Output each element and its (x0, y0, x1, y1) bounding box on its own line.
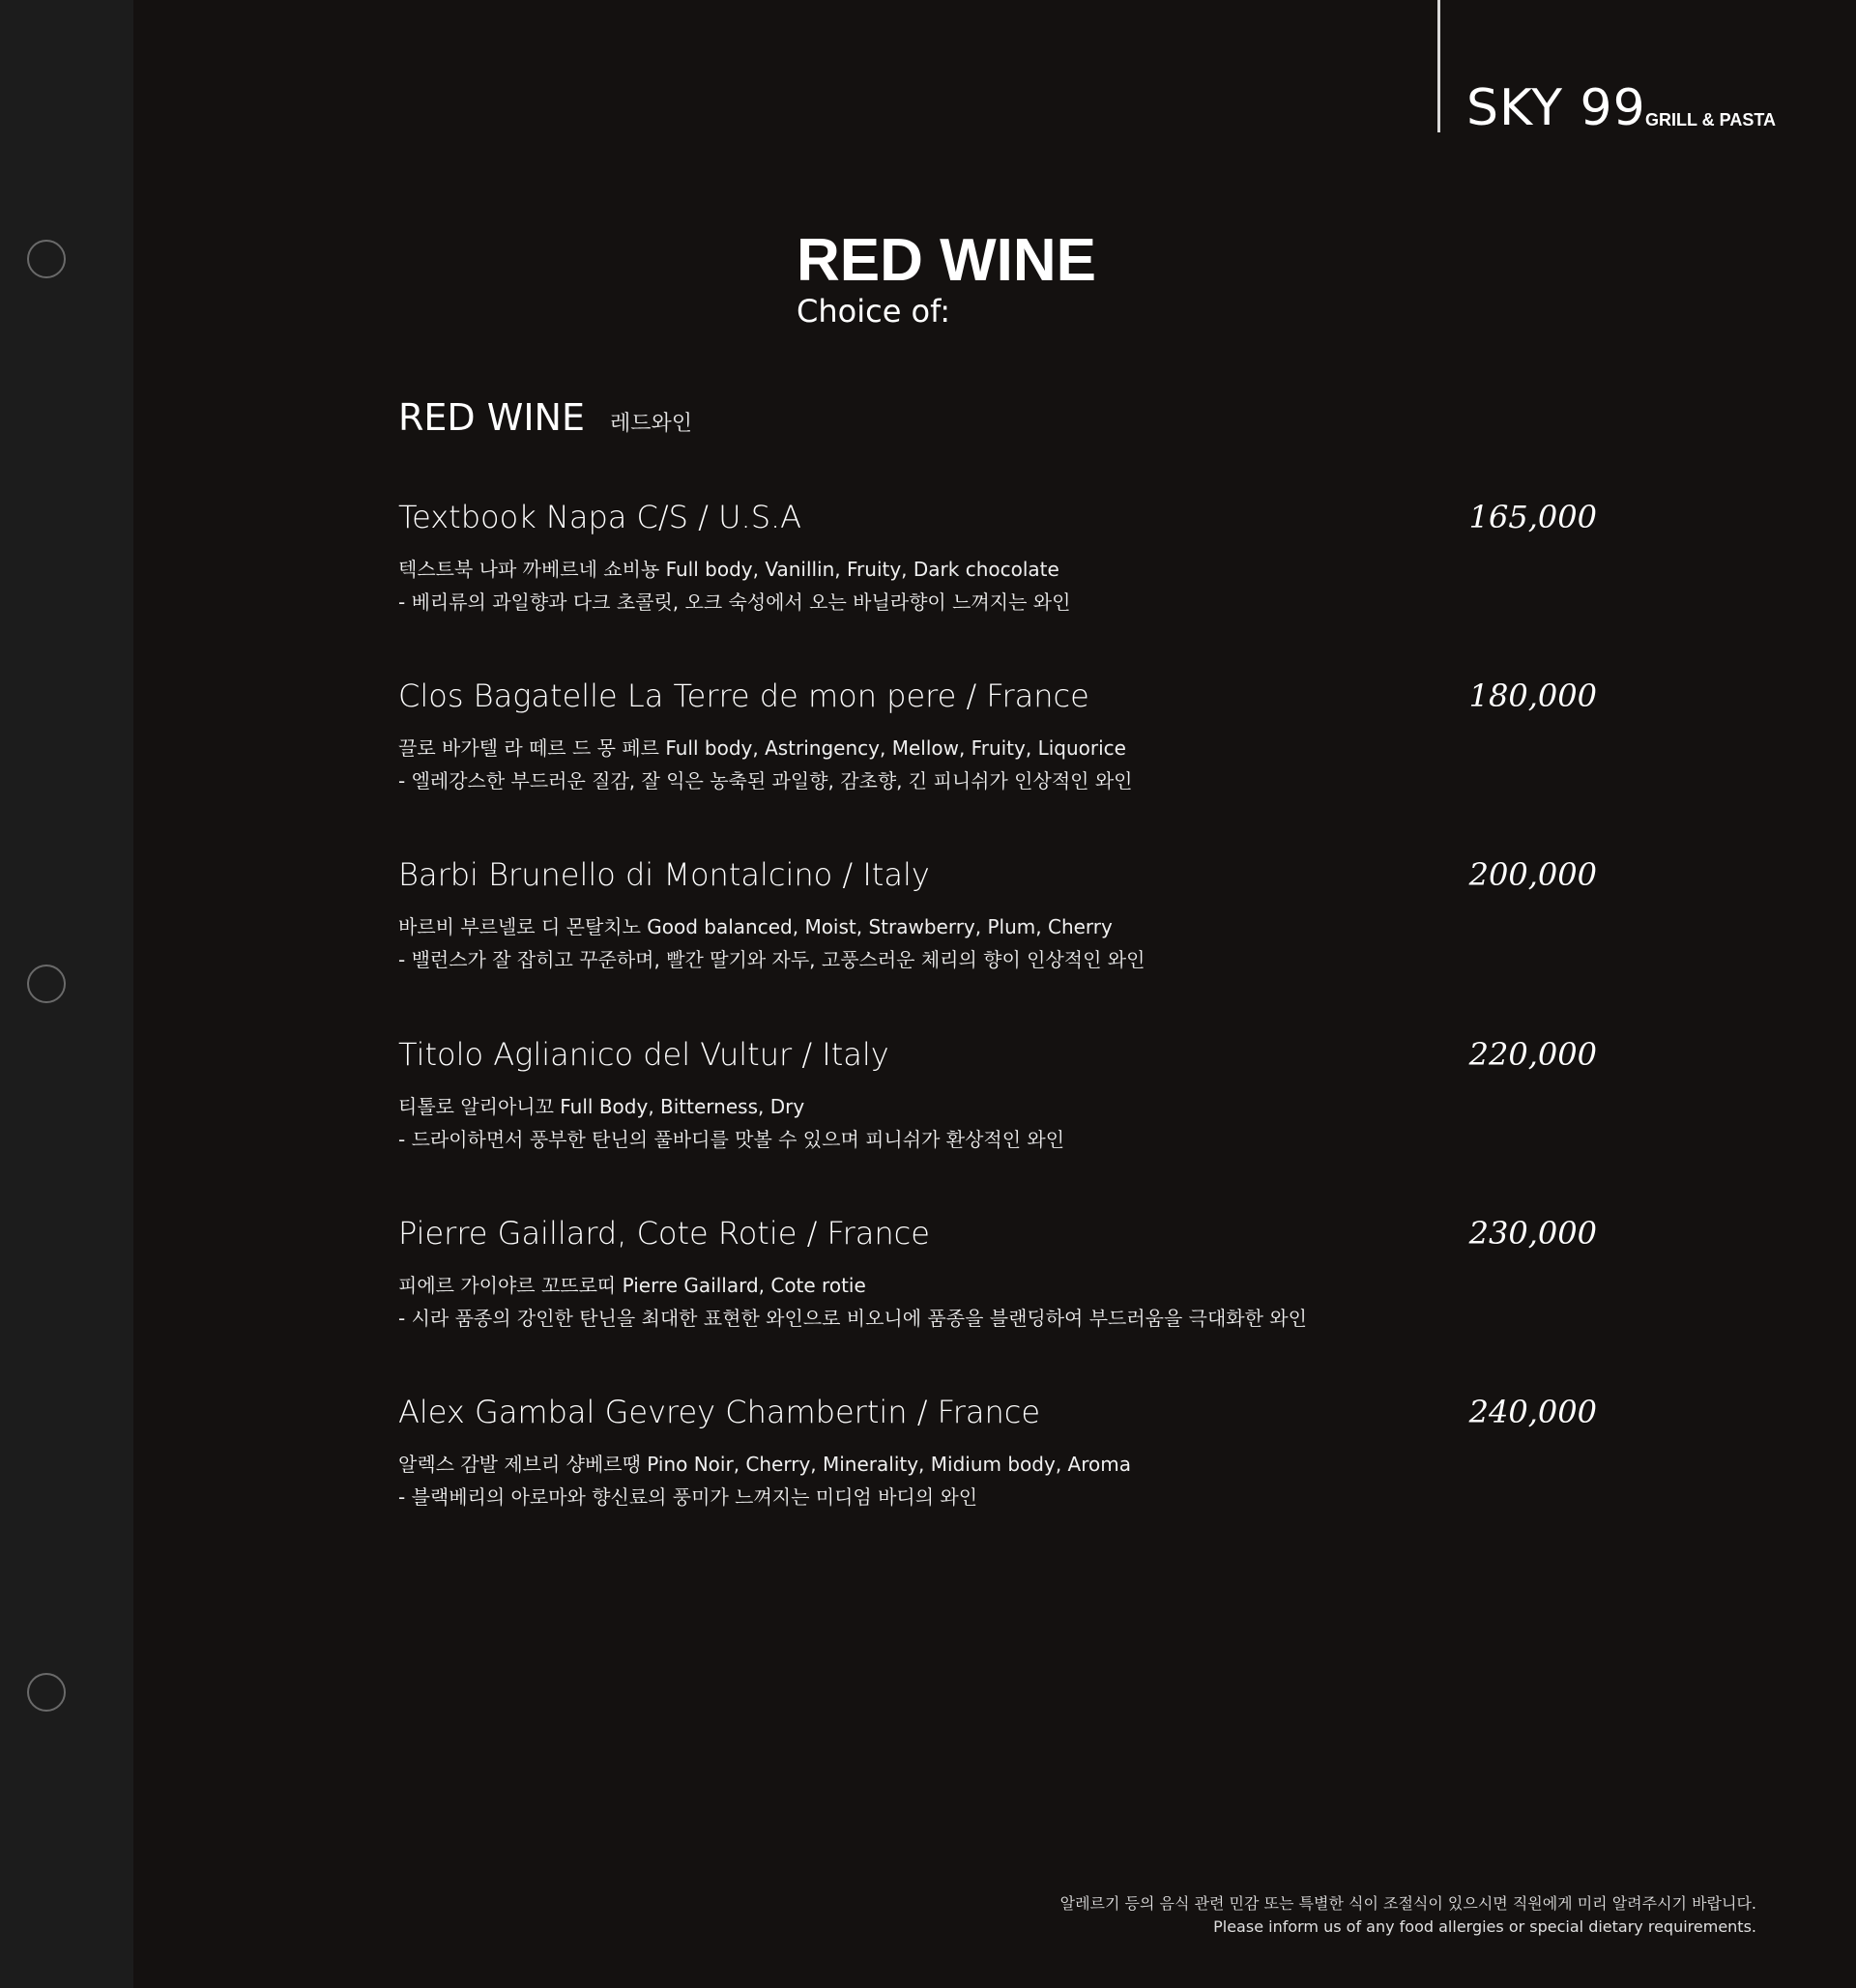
wine-price: 200,000 (1468, 856, 1597, 893)
wine-item (398, 497, 1597, 642)
page-title: RED WINE (797, 227, 1096, 294)
wine-price: 220,000 (1468, 1036, 1597, 1073)
wine-name: Barbi Brunello di Montalcino / Italy (398, 856, 930, 893)
wine-description: 끌로 바가텔 라 떼르 드 몽 페르 Full body, Astringency, Mellow, Fruity, Liquorice (398, 736, 1126, 760)
wine-description: 바르비 부르넬로 디 몬탈치노 Good balanced, Moist, Strawberry, Plum, Cherry (398, 915, 1113, 938)
wine-item (398, 854, 1597, 999)
wine-name: Titolo Aglianico del Vultur / Italy (398, 1036, 889, 1073)
wine-item (398, 1034, 1597, 1179)
binder-ring-hole-bottom (27, 1673, 66, 1712)
wine-item (398, 1213, 1597, 1358)
wine-price: 180,000 (1468, 677, 1597, 714)
brand-divider (1437, 0, 1440, 132)
wine-note: - 엘레강스한 부드러운 질감, 잘 익은 농축된 과일향, 감초향, 긴 피니쉬가 인상적인 와인 (398, 769, 1133, 792)
wine-item (398, 1392, 1597, 1537)
wine-note: - 블랙베리의 아로마와 향신료의 풍미가 느껴지는 미디엄 바디의 와인 (398, 1485, 978, 1509)
wine-price: 230,000 (1468, 1215, 1597, 1252)
wine-note: - 밸런스가 잘 잡히고 꾸준하며, 빨간 딸기와 자두, 고풍스러운 체리의 향이 인상적인 와인 (398, 948, 1146, 971)
wine-item (398, 676, 1597, 821)
wine-note: - 베리류의 과일향과 다크 초콜릿, 오크 숙성에서 오는 바닐라향이 느껴지는 와인 (398, 591, 1071, 614)
wine-description: 알렉스 감발 제브리 샹베르땡 Pino Noir, Cherry, Minerality, Midium body, Aroma (398, 1453, 1131, 1476)
section-title-ko: 레드와인 (609, 412, 692, 436)
allergy-notice-en: Please inform us of any food allergies or special dietary requirements. (1213, 1917, 1756, 1936)
section-title-en: RED WINE (398, 396, 585, 439)
wine-description: 피에르 가이야르 꼬뜨로띠 Pierre Gaillard, Cote rotie (398, 1274, 866, 1297)
wine-price: 240,000 (1468, 1394, 1597, 1430)
page-subtitle: Choice of: (797, 293, 951, 330)
wine-name: Pierre Gaillard, Cote Rotie / France (398, 1215, 930, 1252)
wine-note: - 드라이하면서 풍부한 탄닌의 풀바디를 맛볼 수 있으며 피니쉬가 환상적인 와인 (398, 1128, 1065, 1151)
wine-name: Alex Gambal Gevrey Chambertin / France (398, 1394, 1041, 1430)
wine-name: Clos Bagatelle La Terre de mon pere / France (398, 677, 1089, 714)
brand-tagline: GRILL & PASTA (1645, 110, 1776, 130)
wine-price: 165,000 (1468, 499, 1597, 535)
section-heading (398, 394, 692, 447)
wine-description: 텍스트북 나파 까베르네 쇼비뇽 Full body, Vanillin, Fruity, Dark chocolate (398, 558, 1059, 581)
binder-ring-hole-top (27, 240, 66, 278)
wine-description: 티톨로 알리아니꼬 Full Body, Bitterness, Dry (398, 1095, 805, 1118)
wine-name: Textbook Napa C/S / U.S.A (398, 499, 802, 535)
binder-ring-hole-middle (27, 965, 66, 1003)
brand-logo: SKY 99 (1466, 79, 1646, 137)
allergy-notice (1060, 1892, 1756, 1939)
binder-strip (0, 0, 133, 1988)
allergy-notice-ko: 알레르기 등의 음식 관련 민감 또는 특별한 식이 조절식이 있으시면 직원에게 미리 알려주시기 바랍니다. (1059, 1894, 1756, 1913)
wine-note: - 시라 품종의 강인한 탄닌을 최대한 표현한 와인으로 비오니에 품종을 블랜딩하여 부드러움을 극대화한 와인 (398, 1307, 1307, 1330)
